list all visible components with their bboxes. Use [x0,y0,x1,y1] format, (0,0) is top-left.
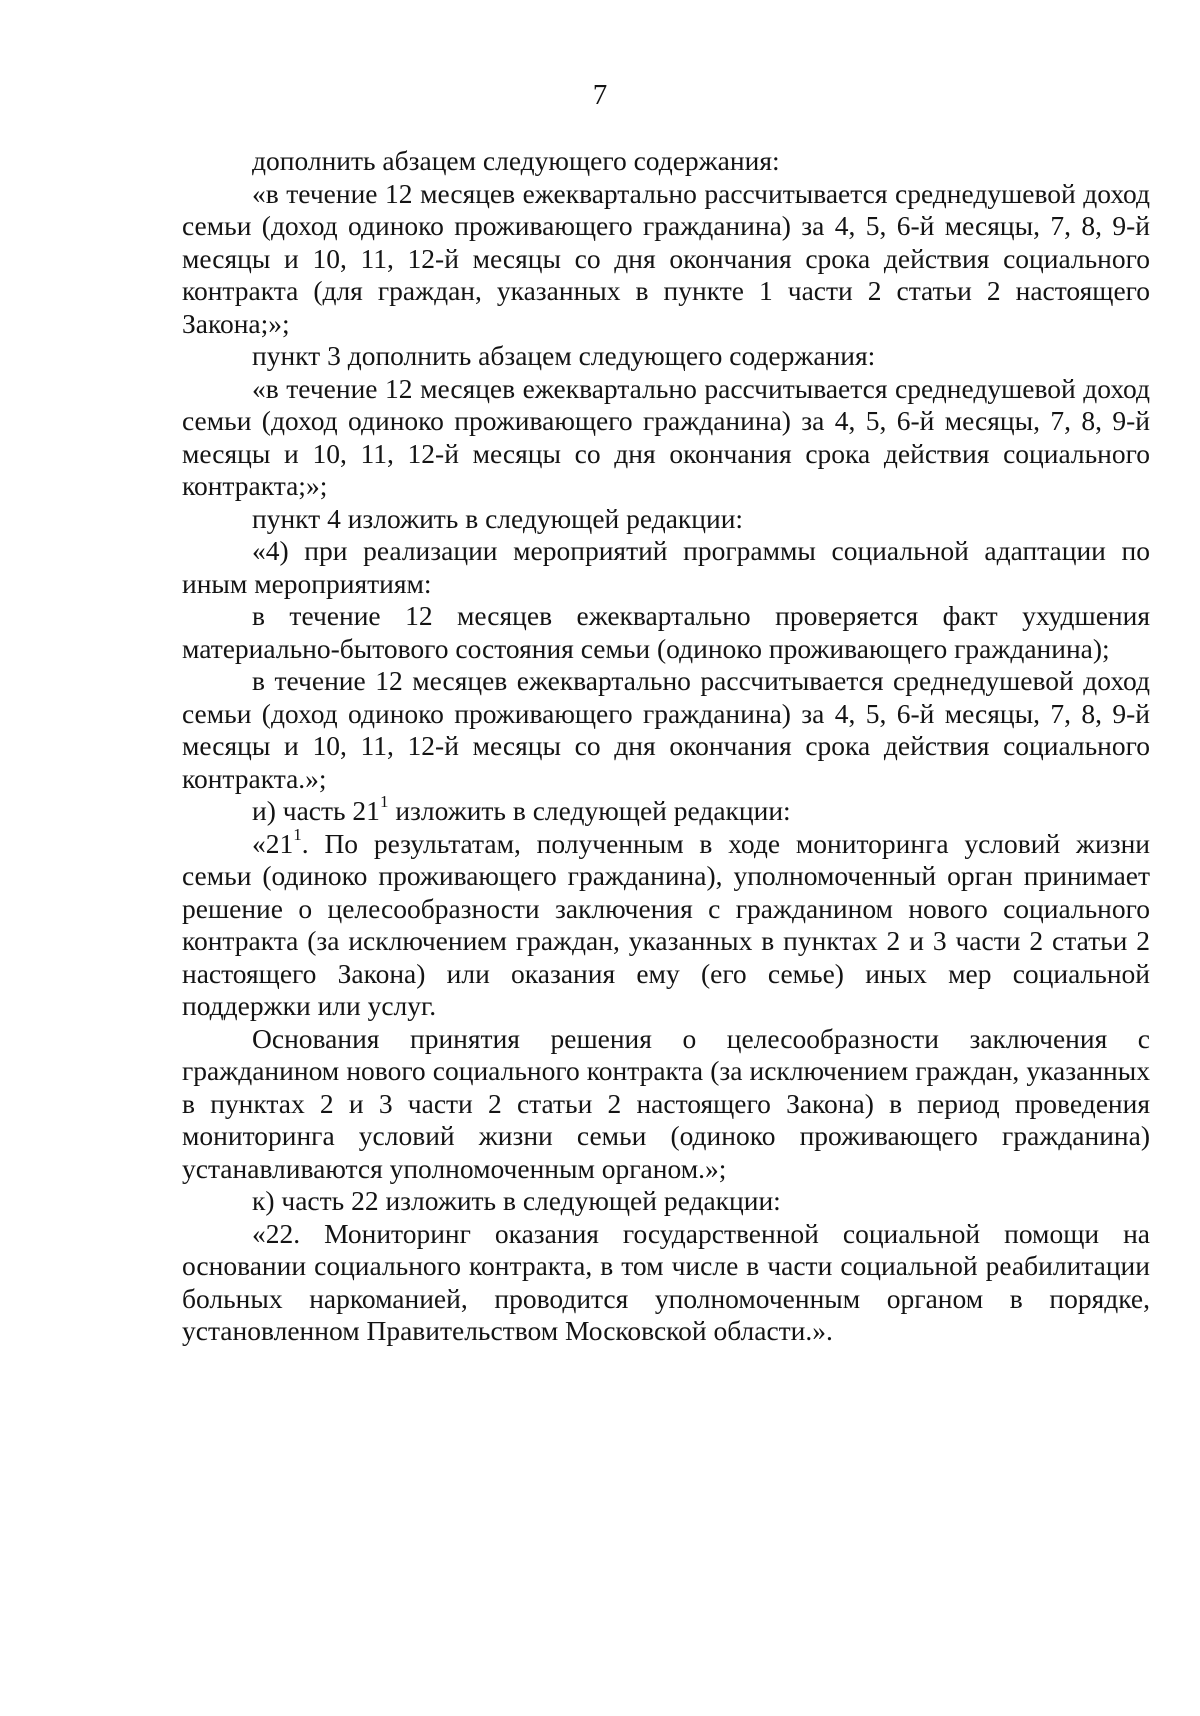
part-21-text-before: «21 [252,827,294,859]
part-21-heading-before: и) часть 21 [252,795,380,826]
paragraph-part-22-text: «22. Мониторинг оказания государственной социальной помощи на основании социального контракта, в том числе в части социальной реабилитации больных наркоманией, проводится уполномоченным органом в порядке, установленном Правительством Московской области.». [182,1217,1150,1346]
paragraph-3: пункт 3 дополнить абзацем следующего содержания: [252,340,876,371]
page-number: 7 [592,79,608,111]
paragraph-8: в течение 12 месяцев ежеквартально рассчитывается среднедушевой доход семьи (доход одиноко проживающего гражданина) за 4, 5, 6-й месяцы, 7, 8, 9-й месяцы и 10, 11, 12-й месяцы со дня окончания срока действия социального контракта.»; [182,665,1150,794]
paragraph-2: «в течение 12 месяцев ежеквартально рассчитывается среднедушевой доход семьи (доход одиноко проживающего гражданина) за 4, 5, 6-й месяцы, 7, 8, 9-й месяцы и 10, 11, 12-й месяцы со дня окончания срока действия социального контракта (для граждан, указанных в пункте 1 части 2 статьи 2 настоящего Закона;»; [182,177,1150,339]
paragraph-6: «4) при реализации мероприятий программы социальной адаптации по иным мероприятиям: [182,535,1150,599]
part-21-text [182,824,1150,1023]
paragraph-7: в течение 12 месяцев ежеквартально проверяется факт ухудшения материально-бытового состояния семьи (одиноко проживающего гражданина); [182,600,1150,664]
part-21-heading-superscript: 1 [379,792,389,812]
paragraph-part-22-heading: к) часть 22 изложить в следующей редакции: [252,1185,781,1216]
part-21-heading [182,792,1150,828]
paragraph-4: «в течение 12 месяцев ежеквартально рассчитывается среднедушевой доход семьи (доход одиноко проживающего гражданина) за 4, 5, 6-й месяцы, 7, 8, 9-й месяцы и 10, 11, 12-й месяцы со дня окончания срока действия социального контракта;»; [182,372,1150,501]
part-21-text-after: . По результатам, полученным в ходе мониторинга условий жизни семьи (одиноко проживающего гражданина), уполномоченный орган принимает решение о целесообразности заключения с гражданином нового социального контракта (за исключением граждан, указанных в пунктах 2 и 3 части 2 статьи 2 настоящего Закона) или оказания ему (его семье) иных мер социальной поддержки или услуг. [182,827,1150,1021]
part-21-heading-after: изложить в следующей редакции: [388,795,791,826]
paragraph-5: пункт 4 изложить в следующей редакции: [252,502,744,534]
paragraph-grounds: Основания принятия решения о целесообразности заключения с гражданином нового социального контракта (за исключением граждан, указанных в пунктах 2 и 3 части 2 статьи 2 настоящего Закона) в период проведения мониторинга условий жизни семьи (одиноко проживающего гражданина) устанавливаются уполномоченным органом.»; [182,1022,1150,1184]
document-body [182,145,1150,1348]
paragraph-1: дополнить абзацем следующего содержания: [252,145,780,176]
part-21-text-superscript: 1 [293,824,302,844]
